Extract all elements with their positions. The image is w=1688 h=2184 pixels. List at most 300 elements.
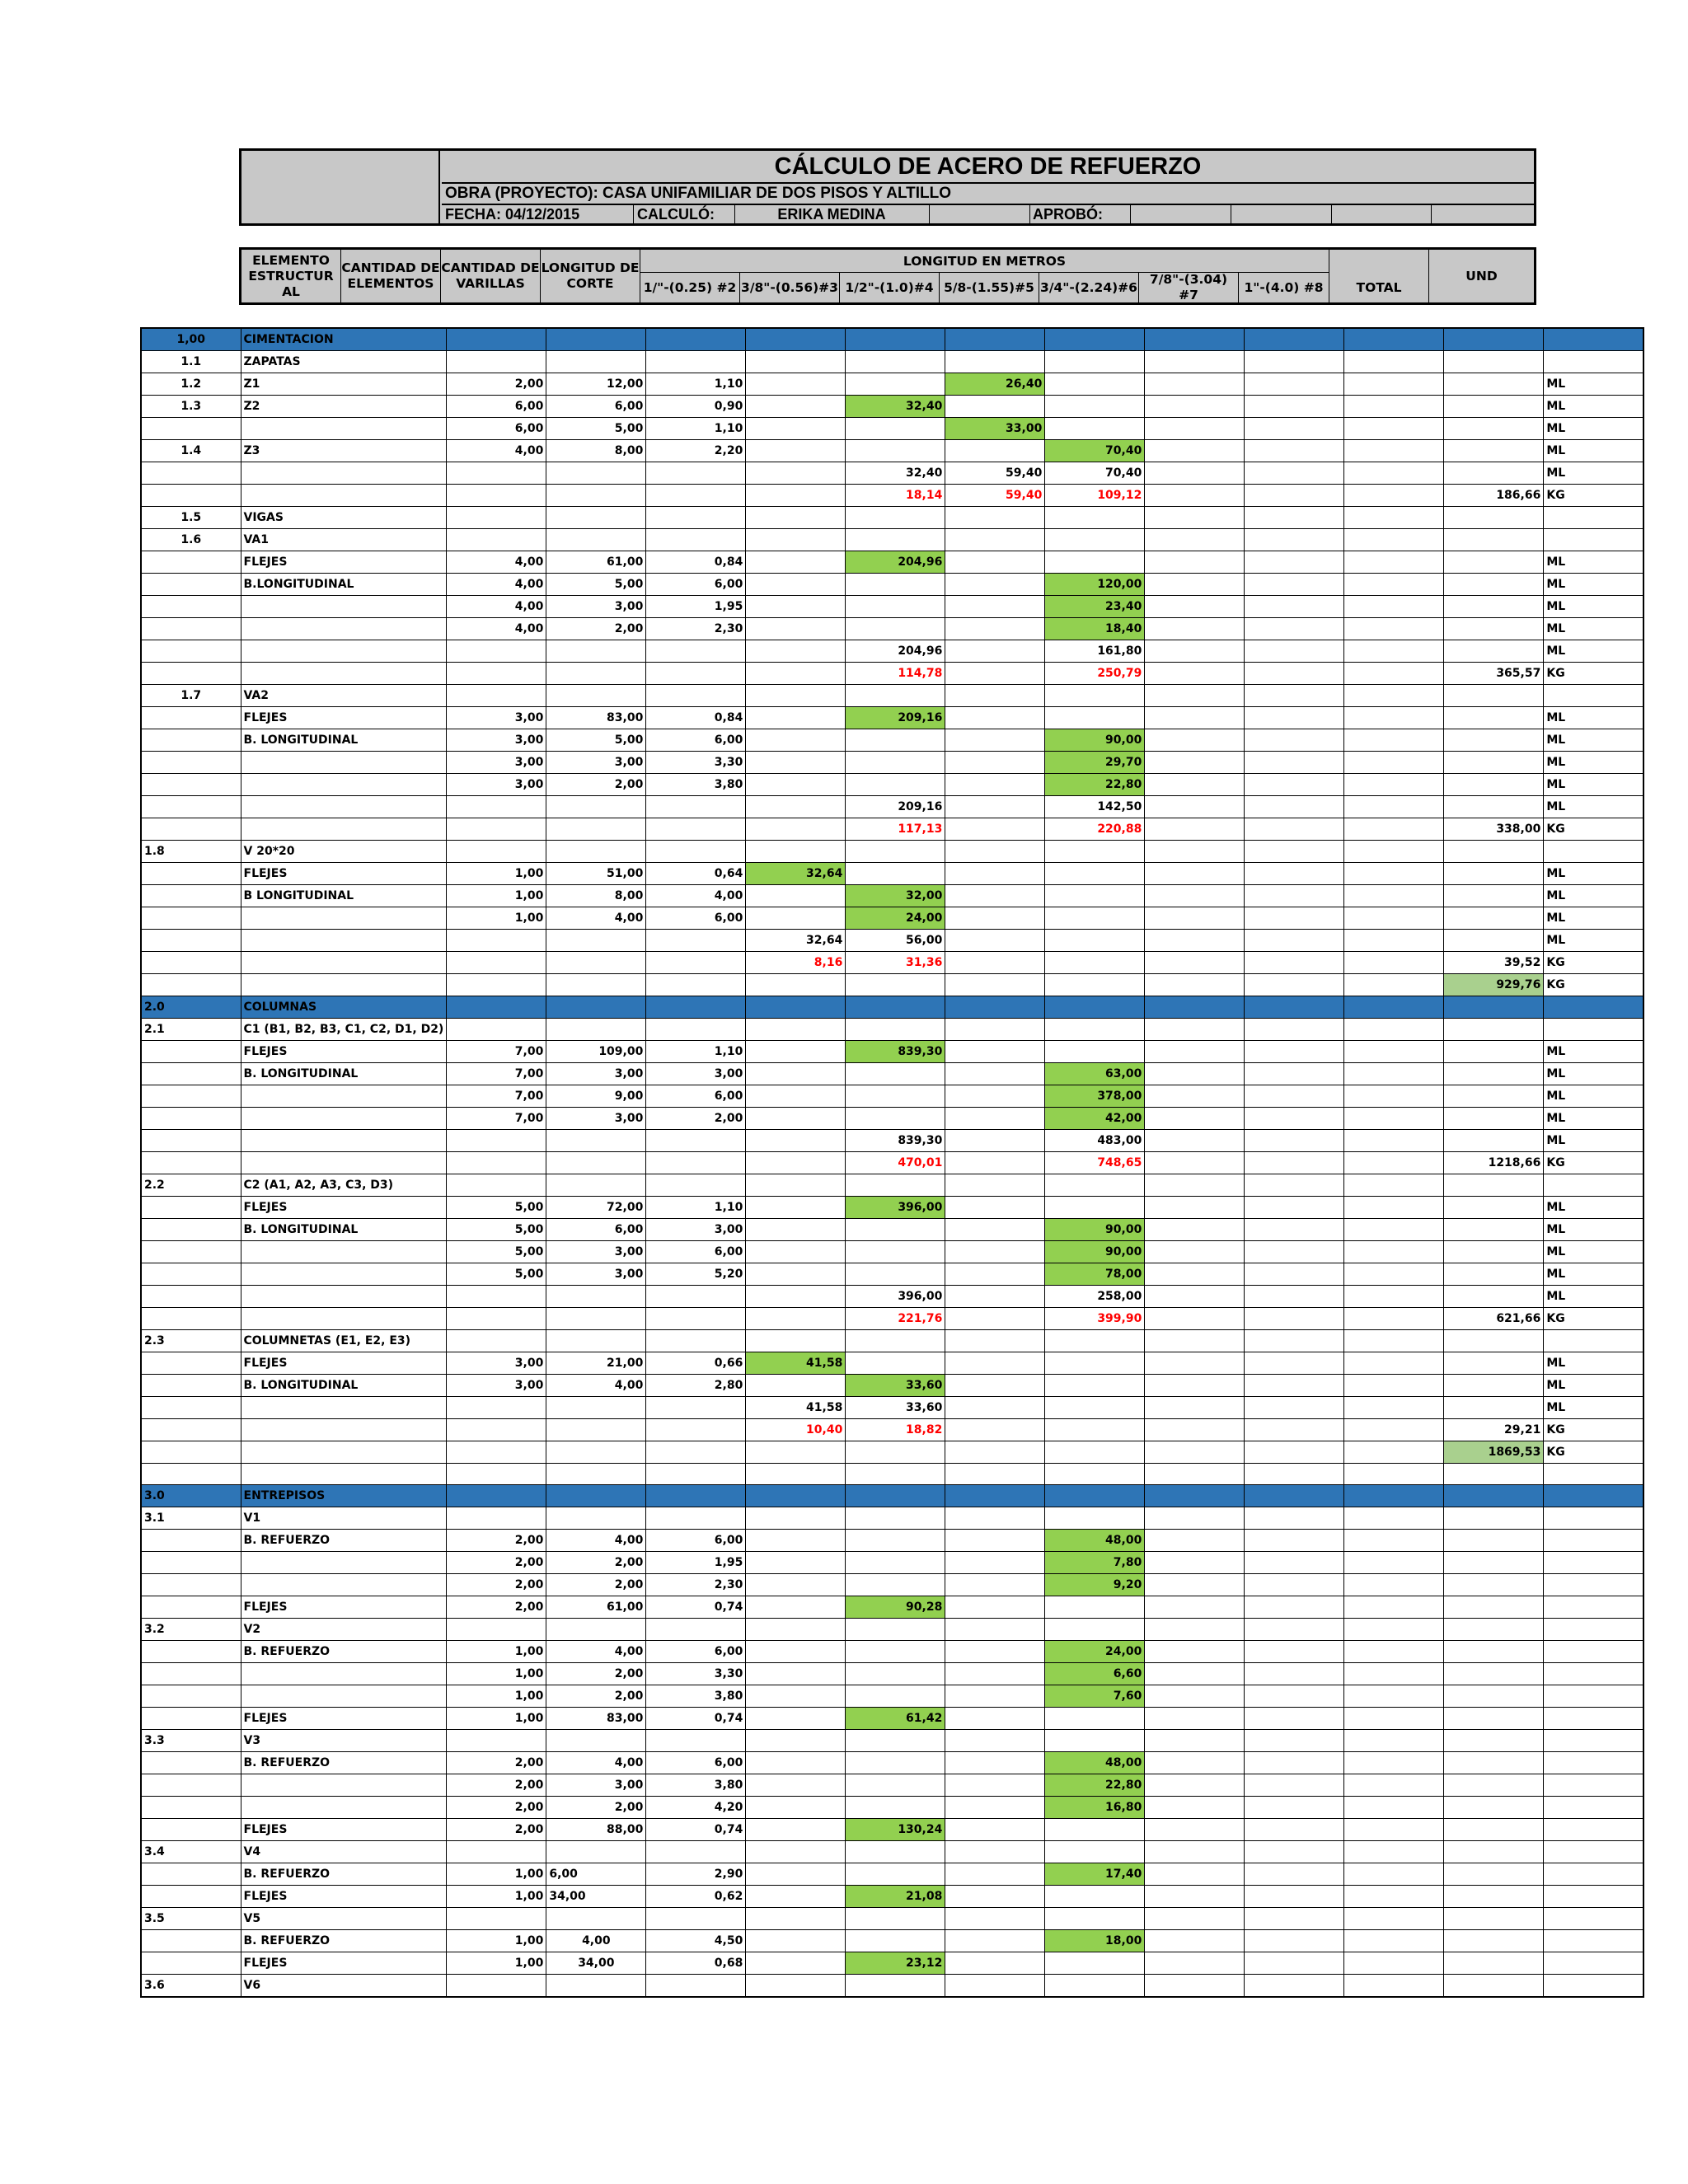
cell-c8 [1045,551,1145,574]
cell-c1: Z3 [241,440,447,462]
cell-c1: FLEJES [241,1952,447,1975]
cell-c13 [1544,1730,1643,1752]
cell-c9 [1145,1797,1245,1819]
cell-c11 [1344,1552,1444,1574]
cell-c11 [1344,752,1444,774]
cell-c10 [1245,818,1344,841]
cell-c13: ML [1544,729,1643,752]
cell-c5 [746,1308,846,1330]
cell-c3 [546,1286,646,1308]
cell-c1: B LONGITUDINAL [241,885,447,907]
cell-c10 [1245,841,1344,863]
cell-c6 [846,1330,945,1352]
cell-c6 [846,1574,945,1596]
cell-c7 [945,685,1045,707]
cell-c4 [646,1308,746,1330]
cell-c7 [945,1530,1045,1552]
cell-c6 [846,996,945,1019]
cell-c3 [546,328,646,351]
cell-c8 [1045,996,1145,1019]
cell-c1 [241,774,447,796]
cell-c8: 142,50 [1045,796,1145,818]
cell-c8: 378,00 [1045,1085,1145,1108]
cell-c0 [141,551,241,574]
cell-c11 [1344,729,1444,752]
cell-c5 [746,1552,846,1574]
cell-c6: 204,96 [846,551,945,574]
cell-c2: 3,00 [447,752,546,774]
cell-c7 [945,1352,1045,1375]
cell-c9 [1145,796,1245,818]
cell-c1 [241,1552,447,1574]
cell-c11 [1344,1174,1444,1197]
cell-c11 [1344,1019,1444,1041]
cell-c8: 90,00 [1045,1219,1145,1241]
cell-c11 [1344,1596,1444,1619]
cell-c10 [1245,885,1344,907]
cell-c3: 109,00 [546,1041,646,1063]
cell-c0: 1.2 [141,373,241,396]
cell-c2 [447,1619,546,1641]
cell-c12 [1444,551,1544,574]
page-title: CÁLCULO DE ACERO DE REFUERZO [442,151,1534,184]
cell-c1: ZAPATAS [241,351,447,373]
cell-c0 [141,1375,241,1397]
cell-c7 [945,774,1045,796]
cell-c0 [141,485,241,507]
cell-c2: 1,00 [447,1930,546,1952]
cell-c9 [1145,930,1245,952]
table-row [141,1863,1643,1886]
cell-c2 [447,974,546,996]
cell-c7 [945,1286,1045,1308]
cell-c4: 2,30 [646,1574,746,1596]
cell-c6: 21,08 [846,1886,945,1908]
cell-c7 [945,1975,1045,1998]
cell-c1: B. REFUERZO [241,1863,447,1886]
cell-c12 [1444,1197,1544,1219]
cell-c9 [1145,1085,1245,1108]
cell-c2: 1,00 [447,885,546,907]
cell-c13: ML [1544,574,1643,596]
cell-c8 [1045,373,1145,396]
cell-c11 [1344,351,1444,373]
cell-c2 [447,351,546,373]
cell-c1 [241,952,447,974]
cell-c10 [1245,907,1344,930]
cell-c1: FLEJES [241,1197,447,1219]
cell-c5 [746,1663,846,1685]
cell-c7 [945,1552,1045,1574]
table-row [141,1507,1643,1530]
cell-c12 [1444,1485,1544,1507]
cell-c1: B. LONGITUDINAL [241,1063,447,1085]
cell-c1 [241,1241,447,1263]
cell-c13: ML [1544,1063,1643,1085]
cell-c1: B. REFUERZO [241,1752,447,1774]
cell-c5 [746,1863,846,1886]
table-row [141,1397,1643,1419]
cell-c6 [846,507,945,529]
cell-c12 [1444,529,1544,551]
cell-c13: ML [1544,1241,1643,1263]
col-diam-4: 1/2"-(1.0)#4 [840,273,940,302]
cell-c2: 7,00 [447,1085,546,1108]
cell-c11 [1344,507,1444,529]
cell-c0 [141,707,241,729]
cell-c6 [846,1797,945,1819]
cell-c5 [746,1886,846,1908]
cell-c0: 3.4 [141,1841,241,1863]
cell-c12 [1444,796,1544,818]
cell-c8: 90,00 [1045,1241,1145,1263]
cell-c11 [1344,1663,1444,1685]
cell-c13: ML [1544,1108,1643,1130]
cell-c1 [241,818,447,841]
cell-c6 [846,1641,945,1663]
cell-c11 [1344,796,1444,818]
cell-c10 [1245,863,1344,885]
cell-c7 [945,729,1045,752]
cell-c5 [746,974,846,996]
cell-c2 [447,1908,546,1930]
cell-c6 [846,974,945,996]
cell-c10 [1245,440,1344,462]
cell-c2 [447,841,546,863]
cell-c2 [447,1485,546,1507]
cell-c12 [1444,707,1544,729]
cell-c9 [1145,551,1245,574]
cell-c11 [1344,462,1444,485]
cell-c3 [546,930,646,952]
cell-c1: V 20*20 [241,841,447,863]
cell-c3: 4,00 [546,1530,646,1552]
cell-c3: 12,00 [546,373,646,396]
cell-c1 [241,796,447,818]
cell-c2: 6,00 [447,396,546,418]
cell-c7 [945,863,1045,885]
cell-c8: 483,00 [1045,1130,1145,1152]
cell-c6: 117,13 [846,818,945,841]
cell-c11 [1344,529,1444,551]
cell-c8 [1045,1485,1145,1507]
cell-c5 [746,396,846,418]
cell-c2 [447,1841,546,1863]
cell-c9 [1145,418,1245,440]
cell-c4: 3,80 [646,1685,746,1708]
cell-c9 [1145,1841,1245,1863]
cell-c7 [945,1641,1045,1663]
table-row [141,1108,1643,1130]
cell-c6 [846,1619,945,1641]
cell-c11 [1344,640,1444,663]
cell-c13: ML [1544,1375,1643,1397]
cell-c3: 5,00 [546,729,646,752]
cell-c2 [447,1152,546,1174]
cell-c10 [1245,1774,1344,1797]
cell-c7 [945,1174,1045,1197]
table-row [141,1085,1643,1108]
cell-c10 [1245,1041,1344,1063]
cell-c6 [846,729,945,752]
cell-c7 [945,1752,1045,1774]
cell-c6: 32,40 [846,462,945,485]
cell-c9 [1145,1352,1245,1375]
cell-c5 [746,1819,846,1841]
cell-c3: 4,00 [546,1752,646,1774]
cell-c2 [447,930,546,952]
cell-c3: 21,00 [546,1352,646,1375]
cell-c2: 2,00 [447,1530,546,1552]
cell-c7 [945,1685,1045,1708]
cell-c8 [1045,1464,1145,1485]
cell-c11 [1344,1841,1444,1863]
cell-c13: ML [1544,774,1643,796]
cell-c10 [1245,418,1344,440]
cell-c7 [945,1596,1045,1619]
cell-c7 [945,974,1045,996]
cell-c0 [141,1574,241,1596]
cell-c8: 258,00 [1045,1286,1145,1308]
col-cantidad-varillas: CANTIDAD DE VARILLAS [441,250,541,302]
cell-c12 [1444,1507,1544,1530]
cell-c3: 2,00 [546,1685,646,1708]
cell-c8 [1045,418,1145,440]
cell-c8: 120,00 [1045,574,1145,596]
cell-c10 [1245,485,1344,507]
cell-c12 [1444,1930,1544,1952]
cell-c6 [846,1464,945,1485]
cell-c5 [746,1330,846,1352]
title-logo-area [241,151,440,223]
cell-c2: 5,00 [447,1197,546,1219]
cell-c1 [241,1085,447,1108]
cell-c13: ML [1544,1263,1643,1286]
cell-c11 [1344,1507,1444,1530]
cell-c4: 6,00 [646,729,746,752]
cell-c1: FLEJES [241,1596,447,1619]
table-row [141,1464,1643,1485]
cell-c11 [1344,1886,1444,1908]
cell-c5 [746,841,846,863]
cell-c13 [1544,1841,1643,1863]
cell-c8 [1045,328,1145,351]
cell-c1: B. LONGITUDINAL [241,1219,447,1241]
cell-c13 [1544,1552,1643,1574]
cell-c11 [1344,1708,1444,1730]
cell-c2: 1,00 [447,1685,546,1708]
cell-c8: 22,80 [1045,774,1145,796]
cell-c0 [141,1352,241,1375]
cell-c4: 1,10 [646,1197,746,1219]
cell-c3: 3,00 [546,1263,646,1286]
cell-c1 [241,663,447,685]
cell-c6 [846,440,945,462]
cell-c5 [746,1085,846,1108]
cell-c6 [846,351,945,373]
cell-c2: 1,00 [447,1952,546,1975]
cell-c3 [546,1397,646,1419]
cell-c9 [1145,1063,1245,1085]
cell-c12 [1444,1286,1544,1308]
cell-c10 [1245,1375,1344,1397]
cell-c5 [746,328,846,351]
cell-c13 [1544,1685,1643,1708]
cell-c7 [945,1397,1045,1419]
table-row [141,1419,1643,1441]
cell-c6 [846,529,945,551]
cell-c7 [945,1263,1045,1286]
cell-c0 [141,1397,241,1419]
cell-c6 [846,1530,945,1552]
table-row [141,1708,1643,1730]
cell-c8 [1045,907,1145,930]
cell-c5 [746,462,846,485]
cell-c6 [846,1108,945,1130]
cell-c2: 1,00 [447,907,546,930]
cell-c5 [746,1574,846,1596]
table-row [141,351,1643,373]
cell-c3: 83,00 [546,1708,646,1730]
cell-c1 [241,752,447,774]
cell-c10 [1245,707,1344,729]
cell-c5 [746,574,846,596]
cell-c1 [241,930,447,952]
cell-c3: 3,00 [546,1063,646,1085]
cell-c13 [1544,841,1643,863]
cell-c8 [1045,863,1145,885]
fecha-field: FECHA: 04/12/2015 [445,206,580,223]
cell-c10 [1245,373,1344,396]
cell-c3 [546,462,646,485]
cell-c7 [945,1308,1045,1330]
cell-c3: 2,00 [546,1663,646,1685]
cell-c13 [1544,328,1643,351]
cell-c8: 22,80 [1045,1774,1145,1797]
cell-c4: 6,00 [646,574,746,596]
cell-c0 [141,1464,241,1485]
cell-c1: VA1 [241,529,447,551]
cell-c3 [546,1485,646,1507]
cell-c5 [746,1685,846,1708]
cell-c2 [447,529,546,551]
cell-c4 [646,462,746,485]
cell-c9 [1145,974,1245,996]
cell-c9 [1145,1730,1245,1752]
cell-c5 [746,1041,846,1063]
cell-c11 [1344,1685,1444,1708]
cell-c8 [1045,1197,1145,1219]
cell-c3 [546,1019,646,1041]
cell-c4: 0,74 [646,1819,746,1841]
cell-c11 [1344,1797,1444,1819]
cell-c5 [746,1263,846,1286]
cell-c2: 3,00 [447,774,546,796]
cell-c13 [1544,1574,1643,1596]
cell-c3: 51,00 [546,863,646,885]
cell-c7 [945,707,1045,729]
cell-c9 [1145,1619,1245,1641]
cell-c2 [447,1975,546,1998]
cell-c13 [1544,1663,1643,1685]
cell-c13 [1544,1464,1643,1485]
cell-c12 [1444,1063,1544,1085]
cell-c0 [141,1797,241,1819]
cell-c1: Z2 [241,396,447,418]
cell-c12 [1444,1397,1544,1419]
cell-c9 [1145,1708,1245,1730]
cell-c12 [1444,1330,1544,1352]
table-row [141,462,1643,485]
cell-c13: KG [1544,974,1643,996]
cell-c5: 10,40 [746,1419,846,1441]
cell-c8: 748,65 [1045,1152,1145,1174]
cell-c2 [447,818,546,841]
cell-c12 [1444,640,1544,663]
cell-c1 [241,462,447,485]
cell-c11 [1344,574,1444,596]
cell-c10 [1245,396,1344,418]
cell-c7 [945,930,1045,952]
table-row [141,1574,1643,1596]
cell-c1: COLUMNETAS (E1, E2, E3) [241,1330,447,1352]
cell-c1 [241,1685,447,1708]
cell-c4 [646,1286,746,1308]
cell-c7 [945,841,1045,863]
cell-c6 [846,752,945,774]
cell-c12 [1444,1552,1544,1574]
cell-c3: 34,00 [546,1952,646,1975]
cell-c3: 2,00 [546,618,646,640]
cell-c4 [646,351,746,373]
cell-c9 [1145,685,1245,707]
cell-c7 [945,1419,1045,1441]
cell-c10 [1245,1574,1344,1596]
table-row [141,529,1643,551]
cell-c13: ML [1544,1286,1643,1308]
cell-c6 [846,1552,945,1574]
cell-c6: 114,78 [846,663,945,685]
cell-c9 [1145,328,1245,351]
cell-c12 [1444,1752,1544,1774]
cell-c7 [945,1863,1045,1886]
cell-c5 [746,1507,846,1530]
cell-c13: ML [1544,396,1643,418]
cell-c9 [1145,1930,1245,1952]
cell-c10 [1245,596,1344,618]
cell-c5 [746,1375,846,1397]
cell-c7 [945,885,1045,907]
cell-c0: 3.1 [141,1507,241,1530]
cell-c5 [746,1063,846,1085]
cell-c8 [1045,1174,1145,1197]
cell-c7 [945,1774,1045,1797]
cell-c12 [1444,841,1544,863]
cell-c8 [1045,507,1145,529]
cell-c8: 29,70 [1045,752,1145,774]
cell-c13: KG [1544,818,1643,841]
table-row [141,1663,1643,1685]
cell-c5 [746,1774,846,1797]
cell-c1: VA2 [241,685,447,707]
table-row [141,1886,1643,1908]
cell-c8: 7,60 [1045,1685,1145,1708]
cell-c4: 6,00 [646,1241,746,1263]
cell-c4 [646,1019,746,1041]
cell-c0: 3.2 [141,1619,241,1641]
cell-c4 [646,1441,746,1464]
cell-c3 [546,1975,646,1998]
